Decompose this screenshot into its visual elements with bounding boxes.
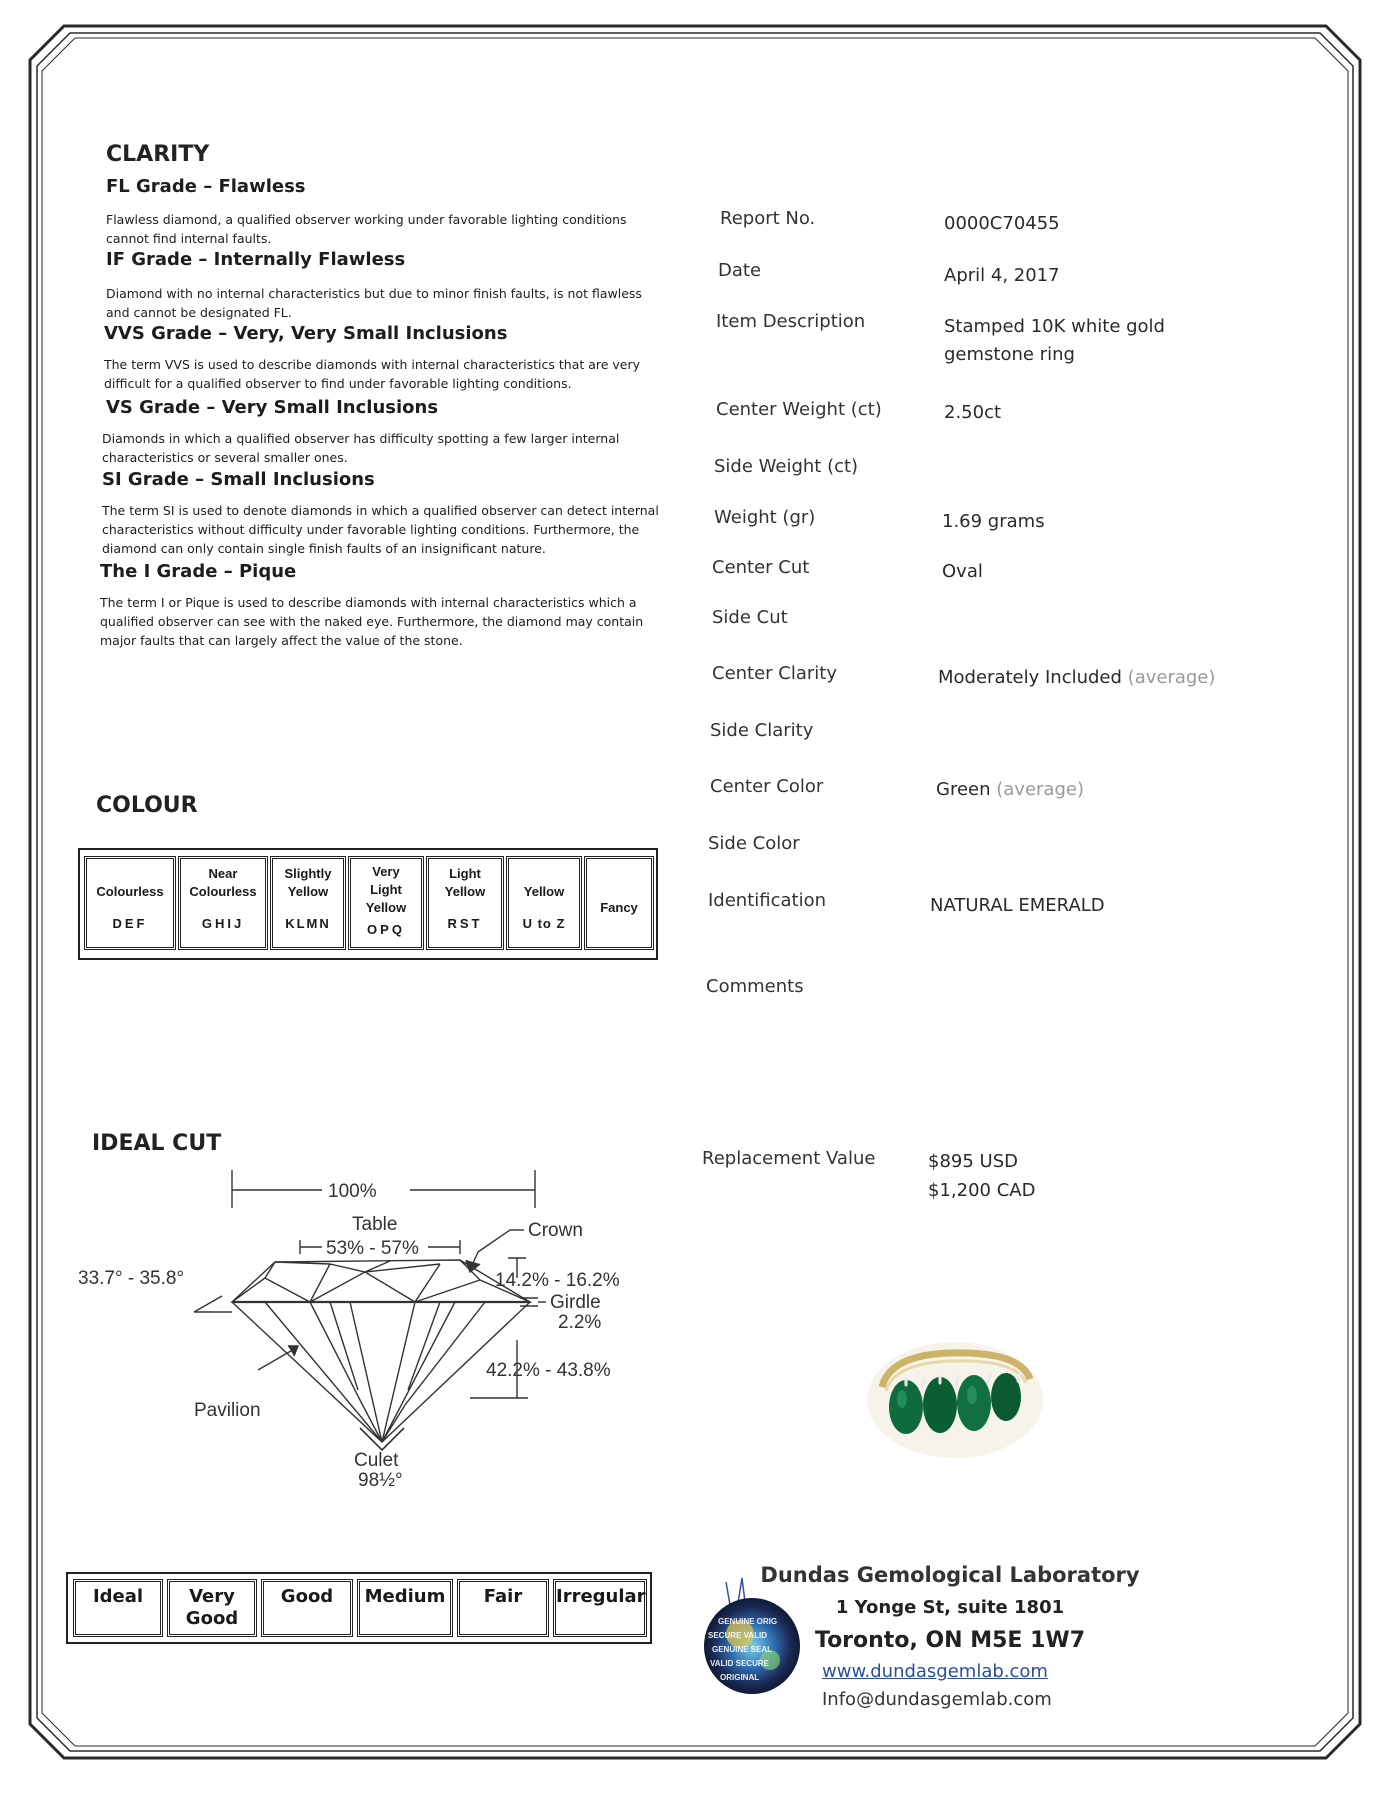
colour-cell-opq: Very Light Yellow OPQ bbox=[348, 856, 424, 950]
replacement-cad: $1,200 CAD bbox=[928, 1180, 1036, 1201]
cut-cell-ideal: Ideal bbox=[73, 1579, 163, 1637]
center-clarity-note: (average) bbox=[1127, 667, 1216, 688]
label-pavilion: Pavilion bbox=[194, 1400, 261, 1421]
label-crown: Crown bbox=[528, 1220, 583, 1241]
svg-text:GENUINE SEAL: GENUINE SEAL bbox=[712, 1645, 773, 1654]
item-description-label: Item Description bbox=[716, 311, 866, 332]
grade-i-heading: The I Grade – Pique bbox=[100, 561, 297, 582]
label-girdle: Girdle bbox=[550, 1292, 601, 1313]
center-color-note: (average) bbox=[996, 779, 1084, 800]
colour-cell-def: Colourless DEF bbox=[84, 856, 176, 950]
label-culet-angle: 98½° bbox=[358, 1470, 403, 1491]
date-label: Date bbox=[718, 260, 762, 281]
colour-title: COLOUR bbox=[96, 793, 198, 818]
center-color-value bbox=[936, 776, 1084, 804]
lab-address: 1 Yonge St, suite 1801 bbox=[835, 1597, 1065, 1618]
label-crown-angle: 33.7° - 35.8° bbox=[78, 1268, 185, 1289]
cut-cell-medium: Medium bbox=[357, 1579, 453, 1637]
label-pavilion-depth: 42.2% - 43.8% bbox=[486, 1360, 611, 1381]
colour-cell-utoz: Yellow U to Z bbox=[506, 856, 582, 950]
colour-cell-ghij: Near Colourless GHIJ bbox=[178, 856, 268, 950]
report-no-label: Report No. bbox=[720, 208, 816, 229]
grade-fl-desc: Flawless diamond, a qualified observer working under favorable lighting conditions cannot find internal faults. bbox=[106, 212, 627, 246]
svg-text:ORIGINAL: ORIGINAL bbox=[720, 1673, 760, 1682]
hologram-seal-icon bbox=[696, 1568, 806, 1698]
label-crown-height: 14.2% - 16.2% bbox=[495, 1270, 620, 1291]
label-table-pct: 53% - 57% bbox=[326, 1238, 419, 1259]
svg-text:VALID SECURE: VALID SECURE bbox=[710, 1659, 769, 1668]
ideal-cut-title: IDEAL CUT bbox=[92, 1131, 222, 1156]
ring-photo bbox=[860, 1325, 1050, 1465]
cut-cell-very-good: Very Good bbox=[167, 1579, 257, 1637]
date-value: April 4, 2017 bbox=[944, 265, 1060, 286]
label-table: Table bbox=[352, 1214, 398, 1235]
lab-name: Dundas Gemological Laboratory bbox=[760, 1563, 1140, 1587]
colour-cell-fancy: Fancy bbox=[584, 856, 654, 950]
diamond-diagram bbox=[78, 1160, 650, 1500]
label-width: 100% bbox=[328, 1181, 377, 1202]
center-clarity-value bbox=[938, 664, 1215, 692]
colour-scale bbox=[78, 848, 658, 960]
center-weight-label: Center Weight (ct) bbox=[716, 399, 882, 420]
replacement-usd: $895 USD bbox=[928, 1151, 1018, 1172]
side-color-label: Side Color bbox=[708, 833, 800, 854]
side-weight-label: Side Weight (ct) bbox=[714, 456, 859, 477]
report-no-value: 0000C70455 bbox=[944, 213, 1060, 234]
lab-website-link[interactable]: www.dundasgemlab.com bbox=[822, 1661, 1048, 1682]
weight-value: 1.69 grams bbox=[942, 511, 1045, 532]
cut-cell-fair: Fair bbox=[457, 1579, 549, 1637]
clarity-title: CLARITY bbox=[106, 142, 210, 167]
cut-cell-irregular: Irregular bbox=[553, 1579, 647, 1637]
grade-si-desc: The term SI is used to denote diamonds in which a qualified observer can detect internal characteristics without difficulty under favorable lighting conditions. Furthermore, the diamond can only contain single finish faults of an insignificant nature. bbox=[102, 503, 659, 556]
label-culet: Culet bbox=[354, 1450, 399, 1471]
comments-label: Comments bbox=[706, 976, 804, 997]
colour-cell-rst: Light Yellow RST bbox=[426, 856, 504, 950]
center-clarity-label: Center Clarity bbox=[712, 663, 838, 684]
center-cut-value: Oval bbox=[942, 561, 983, 582]
lab-city: Toronto, ON M5E 1W7 bbox=[814, 1628, 1085, 1653]
side-clarity-label: Side Clarity bbox=[710, 720, 814, 741]
identification-value: NATURAL EMERALD bbox=[930, 895, 1105, 916]
svg-text:SECURE VALID: SECURE VALID bbox=[708, 1631, 767, 1640]
grade-vs-heading: VS Grade – Very Small Inclusions bbox=[106, 397, 439, 418]
center-color-label: Center Color bbox=[710, 776, 824, 797]
cut-grade-scale bbox=[66, 1572, 652, 1644]
lab-email[interactable]: Info@dundasgemlab.com bbox=[822, 1689, 1052, 1710]
grade-si-heading: SI Grade – Small Inclusions bbox=[102, 469, 375, 490]
grade-if-heading: IF Grade – Internally Flawless bbox=[106, 249, 406, 270]
grade-i-desc: The term I or Pique is used to describe diamonds with internal characteristics which a qualified observer can see with the naked eye. Furthermore, the diamond may contain major faults that can largely affect the value of the stone. bbox=[100, 595, 644, 648]
side-cut-label: Side Cut bbox=[712, 607, 788, 628]
grade-vvs-desc: The term VVS is used to describe diamonds with internal characteristics that are very difficult for a qualified observer to find under favorable lighting conditions. bbox=[104, 357, 641, 391]
grade-if-desc: Diamond with no internal characteristics but due to minor finish faults, is not flawless and cannot be designated FL. bbox=[106, 286, 642, 320]
svg-text:GENUINE ORIG: GENUINE ORIG bbox=[718, 1617, 778, 1626]
item-description-value: Stamped 10K white gold gemstone ring bbox=[944, 316, 1165, 365]
weight-label: Weight (gr) bbox=[714, 507, 816, 528]
grade-fl-heading: FL Grade – Flawless bbox=[106, 176, 306, 197]
cut-cell-good: Good bbox=[261, 1579, 353, 1637]
center-weight-value: 2.50ct bbox=[944, 402, 1002, 423]
replacement-value-label: Replacement Value bbox=[702, 1148, 876, 1169]
identification-label: Identification bbox=[708, 890, 827, 911]
label-girdle-pct: 2.2% bbox=[558, 1312, 602, 1333]
center-color-text: Green bbox=[936, 779, 991, 800]
center-cut-label: Center Cut bbox=[712, 557, 810, 578]
colour-cell-klmn: Slightly Yellow KLMN bbox=[270, 856, 346, 950]
center-clarity-text: Moderately Included bbox=[938, 667, 1122, 688]
grade-vvs-heading: VVS Grade – Very, Very Small Inclusions bbox=[104, 323, 508, 344]
grade-vs-desc: Diamonds in which a qualified observer has difficulty spotting a few larger internal characteristics or several smaller ones. bbox=[102, 431, 620, 465]
